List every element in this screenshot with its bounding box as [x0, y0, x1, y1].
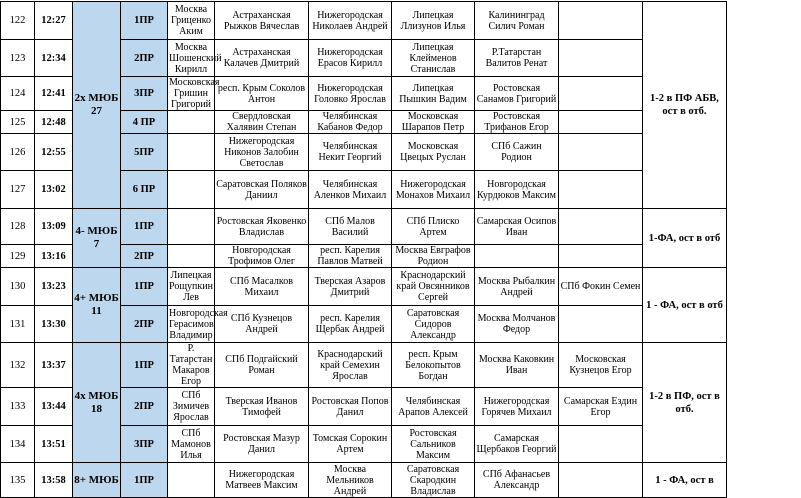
lane-cell-2: СПб Подгайский Роман: [215, 343, 309, 388]
lane-cell-4: Липецкая Пышкин Вадим: [392, 77, 475, 111]
lane-cell-1: [168, 111, 215, 134]
race-time: 13:51: [35, 426, 73, 463]
boat-class: 4+ МЮБ 11: [73, 268, 121, 343]
lane-cell-6: [559, 306, 643, 343]
lane-cell-6: [559, 111, 643, 134]
heat-label: 1ПР: [121, 268, 168, 306]
lane-cell-5: Ростовская Санамов Григорий: [475, 77, 559, 111]
lane-cell-3: респ. Карелия Павлов Матвей: [309, 245, 392, 268]
lane-cell-6: [559, 463, 643, 498]
progression-rule: 1-ФА, ост в отб: [643, 209, 727, 268]
lane-cell-2: Нижегородская Матвеев Максим: [215, 463, 309, 498]
heat-label: 4 ПР: [121, 111, 168, 134]
race-time: 13:09: [35, 209, 73, 245]
lane-cell-1: Москва Гриценко Аким: [168, 2, 215, 40]
lane-cell-5: Москва Рыбалкин Андрей: [475, 268, 559, 306]
lane-cell-6: [559, 426, 643, 463]
race-number: 135: [1, 463, 35, 498]
schedule-body: [1, 2, 801, 498]
race-number: 124: [1, 77, 35, 111]
lane-cell-3: Нижегородская Ерасов Кирилл: [309, 40, 392, 77]
progression-rule: 1-2 в ПФ, ост в отб.: [643, 343, 727, 463]
heat-label: 1ПР: [121, 209, 168, 245]
lane-cell-5: Ростовская Трифанов Егор: [475, 111, 559, 134]
lane-cell-6: [559, 245, 643, 268]
heat-label: 2ПР: [121, 306, 168, 343]
lane-cell-2: Астраханская Рыжков Вячеслав: [215, 2, 309, 40]
lane-cell-1: СПб Мамонов Илья: [168, 426, 215, 463]
lane-cell-4: респ. Крым Белокопытов Богдан: [392, 343, 475, 388]
lane-cell-3: Нижегородская Головко Ярослав: [309, 77, 392, 111]
lane-cell-3: Тверская Азаров Дмитрий: [309, 268, 392, 306]
lane-cell-1: [168, 134, 215, 171]
boat-class: 2х МЮБ 27: [73, 2, 121, 209]
lane-cell-5: Новгородская Курдюков Максим: [475, 171, 559, 209]
lane-cell-4: Саратовская Сидоров Александр: [392, 306, 475, 343]
lane-cell-3: Челябинская Кабанов Федор: [309, 111, 392, 134]
lane-cell-2: Свердловская Халявин Степан: [215, 111, 309, 134]
race-time: 13:37: [35, 343, 73, 388]
race-time: 13:16: [35, 245, 73, 268]
race-time: 12:41: [35, 77, 73, 111]
heat-label: 2ПР: [121, 245, 168, 268]
race-time: 13:02: [35, 171, 73, 209]
lane-cell-6: Московская Кузнецов Егор: [559, 343, 643, 388]
schedule-table: [0, 1, 801, 498]
lane-cell-3: Нижегородская Николаев Андрей: [309, 2, 392, 40]
lane-cell-3: Москва Мельников Андрей: [309, 463, 392, 498]
table-row: [1, 209, 801, 245]
lane-cell-2: Ростовская Яковенко Владислав: [215, 209, 309, 245]
lane-cell-6: [559, 40, 643, 77]
lane-cell-2: СПб Масалков Михаил: [215, 268, 309, 306]
lane-cell-5: СПб Сажин Родион: [475, 134, 559, 171]
heat-label: 1ПР: [121, 2, 168, 40]
race-number: 122: [1, 2, 35, 40]
lane-cell-1: Московская Гришин Григорий: [169, 77, 220, 110]
race-time: 12:55: [35, 134, 73, 171]
lane-cell-3: Ростовская Попов Данил: [309, 388, 392, 426]
race-time: 13:58: [35, 463, 73, 498]
table-row: [1, 343, 801, 388]
race-number: 127: [1, 171, 35, 209]
lane-cell-2: Нижегородская Никонов Залобин Светослав: [215, 134, 309, 171]
lane-cell-3: Челябинская Аленков Михаил: [309, 171, 392, 209]
race-time: 12:34: [35, 40, 73, 77]
race-time: 13:23: [35, 268, 73, 306]
heat-label: 3ПР: [121, 77, 168, 111]
lane-cell-6: Самарская Ездин Егор: [559, 388, 643, 426]
lane-cell-5: Москва Каковкин Иван: [475, 343, 559, 388]
lane-cell-2: Саратовская Поляков Даниил: [215, 171, 309, 209]
lane-cell-5: Нижегородская Горячев Михаил: [475, 388, 559, 426]
lane-cell-2: Тверская Иванов Тимофей: [215, 388, 309, 426]
heat-label: 6 ПР: [121, 171, 168, 209]
lane-cell-5: Самарская Осипов Иван: [475, 209, 559, 245]
heat-label: 3ПР: [121, 426, 168, 463]
lane-cell-4: Липецкая Клейменов Станислав: [392, 40, 475, 77]
lane-cell-3: Краснодарский край Семехин Ярослав: [309, 343, 392, 388]
lane-cell-4: СПб Плиско Артем: [392, 209, 475, 245]
lane-cell-6: [559, 171, 643, 209]
progression-rule: 1-2 в ПФ АБВ, ост в отб.: [643, 2, 727, 209]
lane-cell-6: [559, 209, 643, 245]
lane-cell-6: [559, 134, 643, 171]
race-number: 129: [1, 245, 35, 268]
race-time: 13:44: [35, 388, 73, 426]
heat-label: 5ПР: [121, 134, 168, 171]
lane-cell-1: [168, 171, 215, 209]
lane-cell-5: Самарская Щербаков Георгий: [475, 426, 559, 463]
lane-cell-4: Московская Цвецых Руслан: [392, 134, 475, 171]
race-number: 126: [1, 134, 35, 171]
lane-cell-5: СПб Афанасьев Александр: [475, 463, 559, 498]
heat-label: 1ПР: [121, 463, 168, 498]
lane-cell-1: СПб Зимичев Ярослав: [168, 388, 215, 426]
lane-cell-5: [475, 245, 559, 268]
lane-cell-4: Краснодарский край Овсянников Сергей: [392, 268, 475, 306]
lane-cell-3: респ. Карелия Щербак Андрей: [309, 306, 392, 343]
lane-cell-1: [168, 209, 215, 245]
lane-cell-4: Московская Шарапов Петр: [392, 111, 475, 134]
race-number: 125: [1, 111, 35, 134]
boat-class: 8+ МЮБ: [73, 463, 121, 498]
boat-class: 4х МЮБ 18: [73, 343, 121, 463]
lane-cell-4: Саратовская Скародкин Владислав: [392, 463, 475, 498]
lane-cell-5: Москва Молчанов Федор: [475, 306, 559, 343]
lane-cell-4: Липецкая Ллизунов Илья: [392, 2, 475, 40]
lane-cell-2: СПб Кузнецов Андрей: [215, 306, 309, 343]
lane-cell-6: [559, 2, 643, 40]
lane-cell-4: Москва Евграфов Родион: [392, 245, 475, 268]
heat-label: 1ПР: [121, 343, 168, 388]
table-row: [1, 268, 801, 306]
lane-cell-6: СПб Фокин Семен: [559, 268, 643, 306]
race-number: 131: [1, 306, 35, 343]
race-number: 132: [1, 343, 35, 388]
race-number: 128: [1, 209, 35, 245]
race-time: 12:48: [35, 111, 73, 134]
lane-cell-6: [559, 77, 643, 111]
lane-cell-3: Челябинская Некит Георгий: [309, 134, 392, 171]
race-time: 13:30: [35, 306, 73, 343]
lane-cell-1: Липецкая Рощупкин Лев: [168, 268, 215, 306]
table-row: [1, 2, 801, 40]
lane-cell-1: Р. Татарстан Макаров Егор: [168, 343, 215, 388]
lane-cell-1: Новгородская Герасимов Владимир: [169, 307, 228, 341]
progression-rule: 1 - ФА, ост в отб: [643, 268, 727, 343]
lane-cell-3: Томская Сорокин Артем: [309, 426, 392, 463]
progression-rule: 1 - ФА, ост в: [643, 463, 727, 498]
race-number: 123: [1, 40, 35, 77]
lane-cell-1: [168, 463, 215, 498]
heat-label: 2ПР: [121, 388, 168, 426]
lane-cell-4: Ростовская Сальников Максим: [392, 426, 475, 463]
race-number: 130: [1, 268, 35, 306]
heat-label: 2ПР: [121, 40, 168, 77]
lane-cell-5: Р.Татарстан Валитов Ренат: [475, 40, 559, 77]
lane-cell-3: СПб Малов Василий: [309, 209, 392, 245]
table-row: [1, 463, 801, 498]
race-number: 134: [1, 426, 35, 463]
lane-cell-2: Астраханская Калачев Дмитрий: [215, 40, 309, 77]
lane-cell-1: Москва Шошенский Кирилл: [169, 41, 222, 75]
boat-class: 4- МЮБ 7: [73, 209, 121, 268]
race-time: 12:27: [35, 2, 73, 40]
lane-cell-1: [168, 245, 215, 268]
lane-cell-2: Ростовская Мазур Данил: [215, 426, 309, 463]
lane-cell-2: респ. Крым Соколов Антон: [215, 77, 309, 111]
lane-cell-2: Новгородская Трофимов Олег: [215, 245, 309, 268]
lane-cell-4: Челябинская Арапов Алексей: [392, 388, 475, 426]
race-number: 133: [1, 388, 35, 426]
lane-cell-5: Калининград Силич Роман: [475, 2, 559, 40]
lane-cell-4: Нижегородская Монахов Михаил: [392, 171, 475, 209]
